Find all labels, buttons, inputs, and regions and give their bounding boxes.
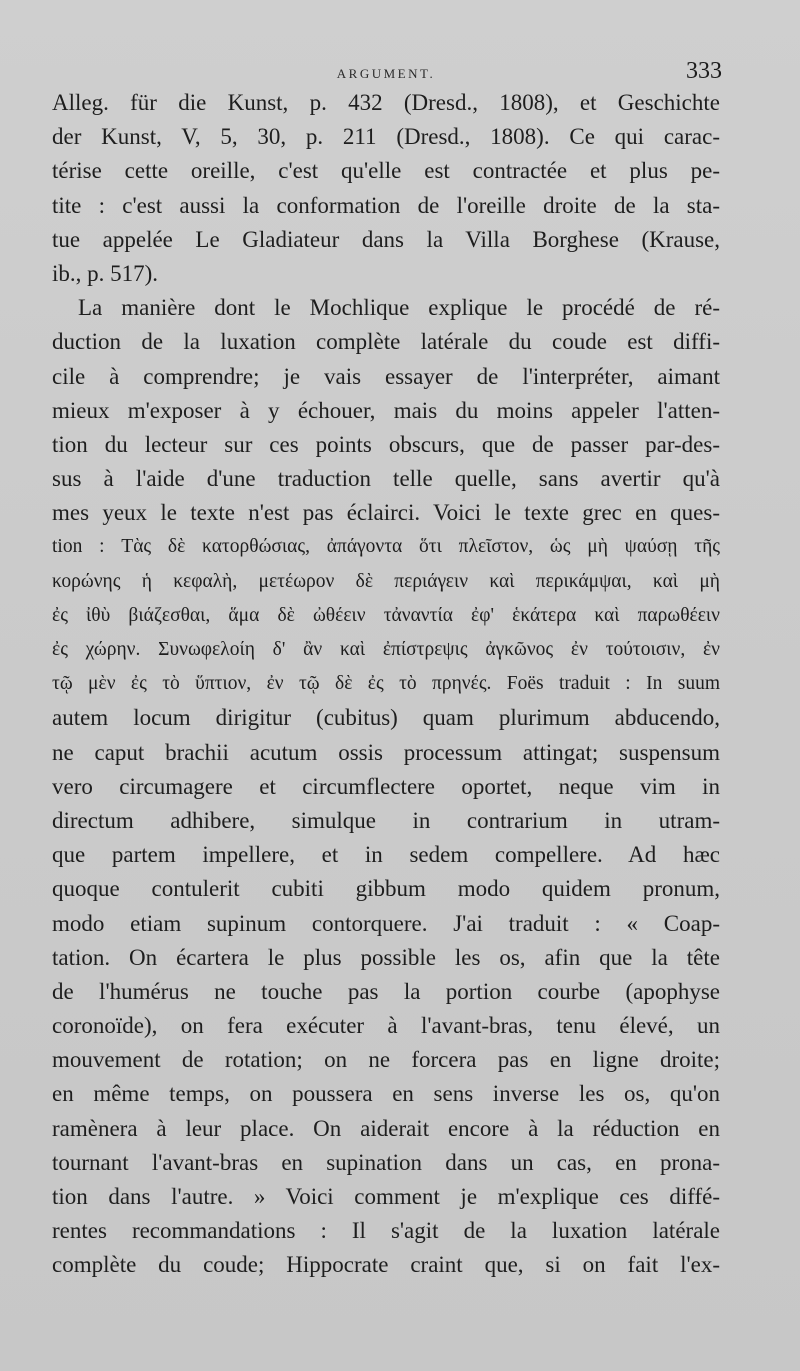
text-line: coronoïde), on fera exécuter à l'avant-bras, tenu élevé, un bbox=[52, 1013, 720, 1039]
text-line-greek: τῷ μὲν ἐς τὸ ὕπτιον, ἐν τῷ δὲ ἐς τὸ πρηνές. Foës traduit : In suum bbox=[52, 673, 720, 695]
text-line: La manière dont le Mochlique explique le procédé de ré- bbox=[78, 295, 720, 321]
text-line: tation. On écartera le plus possible les os, afin que la tête bbox=[52, 944, 720, 970]
text-line: cile à comprendre; je vais essayer de l'interpréter, aimant bbox=[52, 363, 720, 389]
text-line: tite : c'est aussi la conformation de l'oreille droite de la sta- bbox=[52, 192, 720, 218]
text-line: de l'humérus ne touche pas la portion courbe (apophyse bbox=[52, 978, 720, 1004]
text-line: en même temps, on poussera en sens inverse les os, qu'on bbox=[52, 1081, 720, 1107]
running-head: ARGUMENT. bbox=[336, 66, 436, 81]
text-line: modo etiam supinum contorquere. J'ai traduit : « Coap- bbox=[52, 910, 720, 936]
page-number: 333 bbox=[686, 58, 722, 84]
text-line-greek: tion : Τὰς δὲ κατορθώσιας, ἀπάγοντα ὅτι πλεῖστον, ὡς μὴ ψαύσῃ τῆς bbox=[52, 536, 720, 558]
text-line: ib., p. 517). bbox=[52, 260, 159, 286]
text-line: vero circumagere et circumflectere oportet, neque vim in bbox=[52, 773, 720, 799]
text-line-greek: κορώνης ἡ κεφαλὴ, μετέωρον δὲ περιάγειν καὶ περικάμψαι, καὶ μὴ bbox=[52, 570, 720, 592]
text-line: ne caput brachii acutum ossis processum attingat; suspensum bbox=[52, 739, 720, 765]
text-line: mieux m'exposer à y échouer, mais du moins appeler l'atten- bbox=[52, 397, 720, 423]
text-line: térise cette oreille, c'est qu'elle est contractée et plus pe- bbox=[52, 158, 720, 184]
text-line: der Kunst, V, 5, 30, p. 211 (Dresd., 1808). Ce qui carac- bbox=[52, 124, 720, 150]
text-line: tue appelée Le Gladiateur dans la Villa Borghese (Krause, bbox=[52, 226, 720, 252]
text-line-greek: ἐς χώρην. Συνωφελοίη δ' ἂν καὶ ἐπίστρεψις ἀγκῶνος ἐν τούτοισιν, ἐν bbox=[52, 639, 720, 660]
text-line: duction de la luxation complète latérale du coude est diffi- bbox=[52, 329, 720, 355]
text-line: tournant l'avant-bras en supination dans un cas, en prona- bbox=[52, 1149, 720, 1175]
text-line: tion du lecteur sur ces points obscurs, que de passer par-des- bbox=[52, 431, 720, 457]
text-line: complète du coude; Hippocrate craint que, si on fait l'ex- bbox=[52, 1252, 720, 1278]
text-line: sus à l'aide d'une traduction telle quelle, sans avertir qu'à bbox=[52, 466, 720, 492]
text-line: autem locum dirigitur (cubitus) quam plurimum abducendo, bbox=[52, 705, 720, 731]
text-line: tion dans l'autre. » Voici comment je m'explique ces diffé- bbox=[52, 1184, 720, 1209]
text-line: mouvement de rotation; on ne forcera pas en ligne droite; bbox=[52, 1047, 720, 1073]
page-header bbox=[52, 58, 720, 88]
body-text bbox=[52, 86, 720, 1283]
text-line: que partem impellere, et in sedem compellere. Ad hæc bbox=[52, 842, 720, 868]
text-line: quoque contulerit cubiti gibbum modo quidem pronum, bbox=[52, 876, 720, 902]
text-line: ramènera à leur place. On aiderait encore à la réduction en bbox=[52, 1115, 720, 1141]
text-line: rentes recommandations : Il s'agit de la luxation latérale bbox=[52, 1218, 720, 1244]
text-line: directum adhibere, simulque in contrarium in utram- bbox=[52, 807, 720, 833]
text-line: mes yeux le texte n'est pas éclairci. Voici le texte grec en ques- bbox=[52, 500, 720, 526]
text-line: Alleg. für die Kunst, p. 432 (Dresd., 1808), et Geschichte bbox=[52, 90, 720, 115]
text-line-greek: ἐς ἰθὺ βιάζεσθαι, ἅμα δὲ ὠθέειν τἀναντία ἐφ' ἑκάτερα καὶ παρωθέειν bbox=[52, 604, 720, 626]
